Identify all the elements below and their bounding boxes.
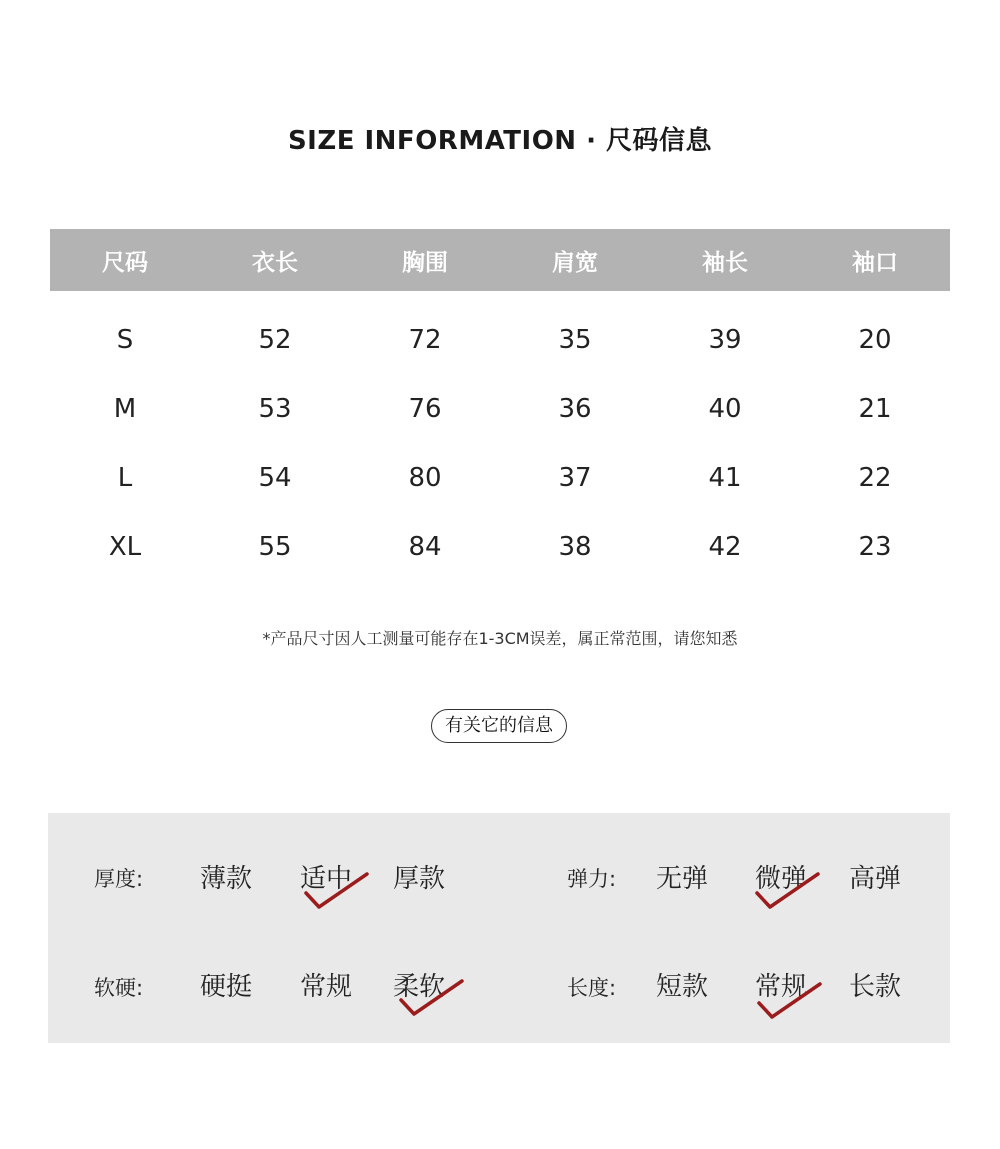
- column-header-shoulder: 肩宽: [552, 249, 598, 276]
- table-cell: L: [117, 462, 133, 493]
- table-cell: 39: [708, 324, 742, 355]
- table-cell: 76: [408, 393, 442, 424]
- table-cell: 40: [708, 393, 742, 424]
- option-no-stretch: 无弹: [656, 864, 709, 894]
- table-cell: XL: [108, 531, 142, 562]
- info-button[interactable]: 有关它的信息: [431, 709, 567, 743]
- option-high-stretch: 高弹: [849, 864, 902, 894]
- size-table-header: [50, 229, 950, 291]
- table-cell: 55: [258, 531, 292, 562]
- table-cell: 53: [258, 393, 292, 424]
- table-row: [50, 305, 950, 374]
- option-slight-stretch: 微弹: [755, 864, 808, 894]
- table-row: [50, 512, 950, 581]
- checkmark-icon: [756, 981, 824, 1021]
- table-cell: S: [116, 324, 134, 355]
- option-stiff: 硬挺: [200, 972, 253, 1002]
- table-cell: 42: [708, 531, 742, 562]
- table-cell: 23: [858, 531, 892, 562]
- measurement-note: *产品尺寸因人工测量可能存在1-3CM误差，属正常范围，请您知悉: [262, 629, 738, 648]
- table-cell: M: [113, 393, 137, 424]
- table-cell: 72: [408, 324, 442, 355]
- option-long: 长款: [849, 972, 902, 1002]
- table-cell: 38: [558, 531, 592, 562]
- table-cell: 54: [258, 462, 292, 493]
- table-row: [50, 443, 950, 512]
- table-cell: 36: [558, 393, 592, 424]
- checkmark-icon: [303, 871, 371, 911]
- table-cell: 37: [558, 462, 592, 493]
- table-cell: 84: [408, 531, 442, 562]
- column-header-chest: 胸围: [402, 249, 448, 276]
- page-title: SIZE INFORMATION · 尺码信息: [287, 126, 713, 156]
- option-medium: 适中: [300, 864, 353, 894]
- table-cell: 22: [858, 462, 892, 493]
- table-cell: 80: [408, 462, 442, 493]
- table-cell: 41: [708, 462, 742, 493]
- attributes-panel: [48, 813, 950, 1043]
- option-soft: 柔软: [393, 972, 446, 1002]
- table-cell: 52: [258, 324, 292, 355]
- table-cell: 20: [858, 324, 892, 355]
- column-header-sleeve: 袖长: [702, 249, 748, 276]
- option-short: 短款: [656, 972, 709, 1002]
- table-cell: 35: [558, 324, 592, 355]
- column-header-size: 尺码: [102, 249, 148, 276]
- option-thick: 厚款: [393, 864, 446, 894]
- size-table: [50, 229, 950, 581]
- option-regular-length: 常规: [755, 972, 808, 1002]
- checkmark-icon: [398, 978, 466, 1018]
- column-header-cuff: 袖口: [852, 249, 898, 276]
- size-table-body: [50, 305, 950, 581]
- column-header-length: 衣长: [252, 249, 298, 276]
- option-regular: 常规: [300, 972, 353, 1002]
- attribute-label-length: 长度:: [567, 976, 617, 1000]
- attribute-label-softness: 软硬:: [94, 976, 144, 1000]
- table-cell: 21: [858, 393, 892, 424]
- checkmark-icon: [754, 871, 822, 911]
- attribute-label-thickness: 厚度:: [94, 867, 144, 891]
- table-row: [50, 374, 950, 443]
- option-thin: 薄款: [200, 864, 253, 894]
- attribute-label-elasticity: 弹力:: [567, 867, 617, 891]
